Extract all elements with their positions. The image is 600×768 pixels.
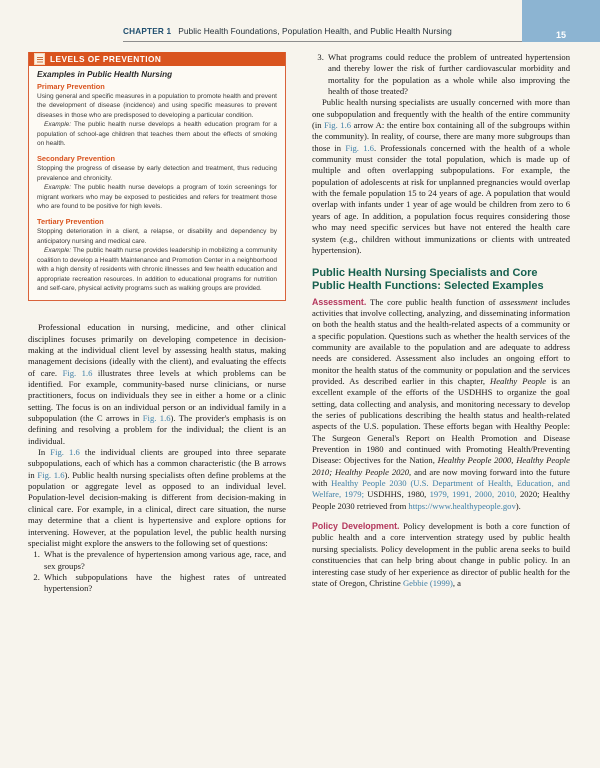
policy-runin-label: Policy Development. (312, 521, 400, 532)
prevention-body-secondary: Stopping the progress of disease by early detection and treatment, thus reducing prevalence and chronicity. (37, 165, 277, 182)
list-item: 2. Which subpopulations have the highest rates of untreated hypertension? (42, 572, 286, 595)
section-heading-core-functions: Public Health Nursing Specialists and Core Public Health Functions: Selected Examples (312, 267, 544, 293)
figure-reference-3[interactable]: Fig. 1.6 (50, 447, 80, 458)
levels-of-prevention-title: LEVELS OF PREVENTION (50, 54, 162, 64)
prevention-example-primary (37, 120, 277, 148)
assessment-part4: , and are now moving forward into the future with (312, 466, 570, 489)
citation-usdhhs-years[interactable]: 1979, 1991, 2000, 2010, (429, 489, 517, 500)
prevention-example-tertiary (37, 246, 277, 293)
assessment-part1: The core public health function of (366, 296, 500, 307)
levels-of-prevention-body (29, 82, 285, 300)
left-p1-part3: ). The provider's emphasis is on defining and resolving a problem for the individual; the client is an individual. (28, 413, 286, 446)
right-p1-part2: arrow A: the entire box containing all of the subgroups within the community). In reality, of course, there are many more subgroups than those in (312, 120, 570, 153)
policy-part1: Policy development is both a core function of public health and a core intervention strategy used by public health nursing specialists. Policy development in the public arena seeks to build constituencies that can help bring about change in public policy. In an interesting case study of her experience as director of public health for the state of Oregon, Christine (312, 521, 571, 588)
left-p2-part2: the individual clients are grouped into three separate subpopulations, each of which has a common characteristic (the B arrows in (28, 447, 286, 480)
assessment-part5: USDHHS, 1980, (363, 489, 430, 500)
assessment-paragraph (312, 297, 570, 513)
assessment-italic-2: Healthy People (490, 376, 547, 386)
assessment-italic-1: assessment (499, 296, 538, 307)
chapter-label: CHAPTER 1 (123, 27, 172, 36)
running-head (0, 20, 600, 42)
right-p1-part3: . Professionals concerned with the health of a whole community must consider the total population, which is made up of multiple and often overlapping subpopulations. For example, the population of adolescents at risk for unplanned pregnancies would overlap with the female population 15 to 24 years of age. A population that would overlap with infants under 1 year of age would be children from zero to 6 years of age. In addition, a population focus requires considering those who may need specific services but have not entered the health care system (e.g., children without immunizations or clients with untreated hypertension). (312, 142, 570, 255)
chapter-title: Public Health Foundations, Population Health, and Public Health Nursing (178, 26, 452, 36)
assessment-italic-3: Healthy People 2000, Healthy People 2010; Healthy People 2020 (312, 455, 570, 477)
prevention-heading-tertiary: Tertiary Prevention (37, 217, 104, 227)
running-head-text (123, 21, 522, 42)
prevention-heading-primary: Primary Prevention (37, 82, 105, 91)
left-paragraph-1 (28, 322, 286, 447)
list-item: 1. What is the prevalence of hypertension among various age, race, and sex groups? (42, 549, 286, 572)
figure-reference-5[interactable]: Fig. 1.6 (324, 120, 352, 131)
example-label-secondary: Example: (44, 184, 72, 192)
example-label-primary: Example: (44, 121, 72, 129)
population-questions-list-continued (312, 52, 570, 97)
left-paragraph-2 (28, 447, 286, 549)
left-p2-part1: In (38, 447, 51, 458)
figure-reference-1[interactable]: Fig. 1.6 (62, 367, 93, 378)
example-label-tertiary: Example: (44, 247, 72, 255)
population-questions-list (28, 549, 286, 594)
citation-gebbie-1999[interactable]: Gebbie (1999) (402, 577, 453, 588)
assessment-runin-label: Assessment. (312, 296, 367, 307)
page-number-tab (522, 0, 600, 42)
levels-of-prevention-header (29, 52, 285, 66)
figure-reference-6[interactable]: Fig. 1.6 (345, 142, 374, 153)
prevention-body-tertiary: Stopping deterioration in a client, a relapse, or disability and dependency by anticipatory nursing and medical care. (37, 228, 277, 245)
left-p2-part3: ). Public health nursing specialists often define problems at the population or aggregate level as opposed to an individual level. Population-level decision-making is different from decision-making in clinical care. For example, in a clinical, direct care situation, the nurse may determine that a client is hypertensive and explore options for intervening. However, at the population level, the public health nursing specialist might explore the answers to the following set of questions: (28, 469, 286, 548)
healthypeople-url-link[interactable]: https://www.healthypeople.gov (408, 500, 516, 511)
right-column (312, 52, 570, 589)
prevention-example-secondary (37, 183, 277, 211)
right-p1-part1: Public health nursing specialists are usually concerned with more than one subpopulation and frequently with the health of the entire community (in (312, 97, 570, 131)
list-item: 3. What programs could reduce the problem of untreated hypertension and thereby lower the risk of further cardiovascular morbidity and mortality for the population as a whole while also improving the health of those treated? (326, 52, 570, 97)
example-text-primary: The public health nurse develops a health education program for a population of school-age children that teaches them about the effects of smoking on health. (37, 121, 277, 148)
levels-of-prevention-subtitle: Examples in Public Health Nursing (37, 70, 173, 79)
policy-part2: , a (452, 577, 461, 588)
prevention-heading-secondary: Secondary Prevention (37, 154, 116, 164)
policy-development-paragraph (312, 521, 570, 589)
page-number: 15 (555, 30, 566, 40)
example-text-tertiary: The public health nurse provides leadership in mobilizing a community coalition to develop a Health Maintenance and Promotion Center in a neighborhood with a high density of residents with chronic illnesses and few health education and appropriate recreation resources. In addition to educational programs for nutrition and self-care, physical activity programs such as walking groups are provided. (37, 247, 277, 292)
figure-reference-2[interactable]: Fig. 1.6 (142, 413, 171, 424)
figure-reference-4[interactable]: Fig. 1.6 (37, 469, 65, 480)
assessment-part2: includes activities that involve collecting, analyzing, and disseminating information on both the health status and the health-related aspects of a community or a specific population. Questions such as whether the health services of the community are available to the population and are adequate to address needs are considered. Assessment also includes an ongoing effort to monitor the health status of the community or population and the services provided. As described earlier in this chapter, (312, 296, 570, 386)
left-p1-part1: Professional education in nursing, medicine, and other clinical disciplines focuses primarily on developing competence in decision-making at the individual client level by assessing health status, making management decisions (ideally with the client), and evaluating the effects of care. (28, 322, 286, 378)
assessment-part3: is an excellent example of the efforts of the USDHHS to organize the goal setting, data collecting and analysis, and monitoring necessary to develop the series of publications describing the health status and health-related aspects of the U.S. population. These efforts began with Healthy People: The Surgeon General's Report on Health Promotion and Disease Prevention in 1980 and continued with Promoting Health/Preventing Disease: Objectives for the Nation, (312, 376, 571, 466)
document-icon (34, 53, 45, 65)
prevention-body-primary: Using general and specific measures in a population to promote health and prevent the development of disease (incidence) and using specific measures to prevent diseases in those who are predisposed to developing a particular condition. (37, 93, 277, 119)
left-column (28, 52, 286, 595)
column-gap (28, 313, 286, 322)
levels-of-prevention-box (28, 52, 286, 301)
right-paragraph-1 (312, 97, 570, 256)
assessment-part7: ). (515, 500, 521, 511)
left-p1-part2: illustrates three levels at which problems can be identified. For example, community-based nurse clinicians, or nurse practitioners, focus on individuals they see in either a home or a clinic setting. The focus is on an individual person or an individual family in a subpopulation (the C arrows in (28, 367, 286, 424)
citation-healthy-people-2030[interactable]: Healthy People 2030 (U.S. Department of Health, Education, and Welfare, 1979; (312, 478, 570, 500)
example-text-secondary: The public health nurse develops a program of toxin screenings for migrant workers who may be exposed to pesticides and refers for treatment those who are found to be positive for high levels. (37, 184, 277, 211)
assessment-part6: 2020; Healthy People 2030 retrieved from (312, 489, 570, 511)
